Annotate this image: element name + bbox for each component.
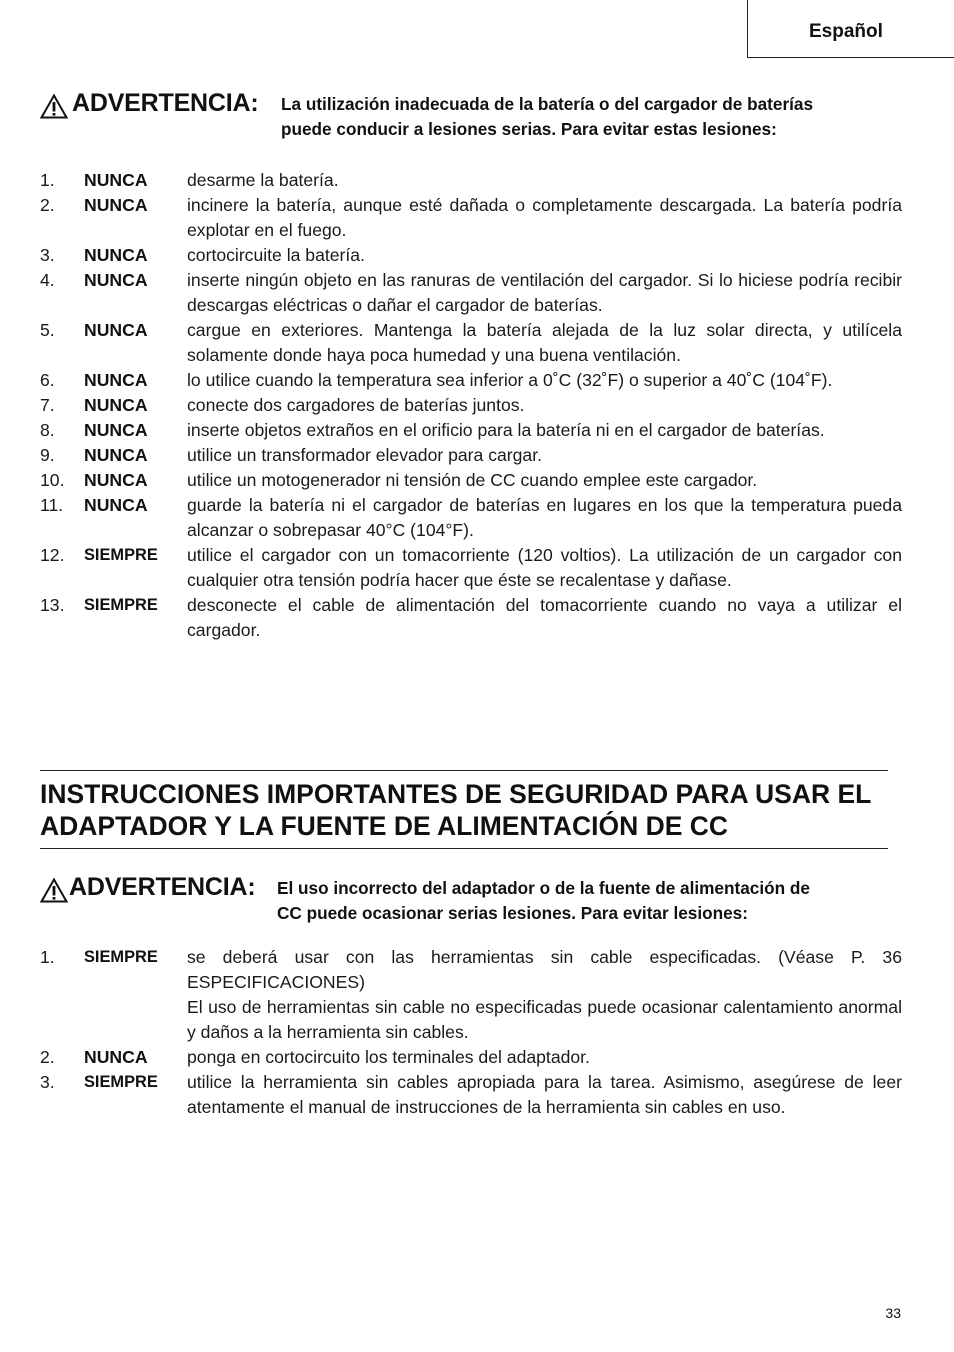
item-number: 9. [40, 445, 55, 465]
section-title-line-2: ADAPTADOR Y LA FUENTE DE ALIMENTACIÓN DE CC [40, 811, 729, 841]
item-keyword: NUNCA [84, 420, 148, 440]
page-number: 33 [885, 1305, 901, 1321]
list-item [40, 1070, 902, 1120]
item-text: utilice el cargador con un tomacorriente (120 voltios). La utilización de un cargador con cualquier otra tensión podría hacer que éste se recalentase y dañase. [187, 545, 902, 590]
item-text: lo utilice cuando la temperatura sea inferior a 0˚C (32˚F) o superior a 40˚C (104˚F). [187, 370, 833, 390]
item-number: 5. [40, 320, 55, 340]
warning-text-line-2: CC puede ocasionar serias lesiones. Para evitar lesiones: [277, 903, 748, 923]
list-item [40, 243, 902, 268]
item-text: cargue en exteriores. Mantenga la batería alejada de la luz solar directa, y utilícela solamente donde haya poca humedad y una buena ventilación. [187, 320, 902, 365]
warning-triangle-icon [40, 94, 68, 119]
battery-safety-list [40, 168, 902, 643]
list-item [40, 193, 902, 243]
adapter-safety-list [40, 945, 902, 1120]
item-number: 3. [40, 1072, 55, 1092]
section-title [40, 770, 888, 849]
language-tab [747, 0, 954, 58]
item-number: 8. [40, 420, 55, 440]
warning-text-line-1: El uso incorrecto del adaptador o de la fuente de alimentación de [277, 878, 810, 898]
item-keyword: NUNCA [84, 195, 148, 215]
item-number: 1. [40, 947, 55, 967]
item-text: utilice la herramienta sin cables apropiada para la tarea. Asimismo, asegúrese de leer atentamente el manual de instrucciones de la herramienta sin cables en uso. [187, 1072, 902, 1117]
item-keyword: NUNCA [84, 320, 148, 340]
item-keyword: NUNCA [84, 270, 148, 290]
item-keyword: NUNCA [84, 1047, 148, 1067]
item-keyword: SIEMPRE [84, 948, 158, 966]
item-number: 4. [40, 270, 55, 290]
item-number: 11. [40, 495, 64, 515]
list-item [40, 543, 902, 593]
item-text: conecte dos cargadores de baterías juntos. [187, 395, 525, 415]
language-label: Español [809, 21, 883, 42]
warning-text-line-1: La utilización inadecuada de la batería o del cargador de baterías [281, 94, 814, 114]
item-text: utilice un transformador elevador para cargar. [187, 445, 542, 465]
item-number: 10. [40, 470, 65, 490]
list-item [40, 168, 902, 193]
item-keyword: NUNCA [84, 245, 148, 265]
list-item [40, 468, 902, 493]
list-item [40, 493, 902, 543]
warning-label: ADVERTENCIA: [69, 873, 256, 901]
item-text: utilice un motogenerador ni tensión de CC cuando emplee este cargador. [187, 470, 758, 490]
item-number: 1. [40, 170, 55, 190]
item-text: desarme la batería. [187, 170, 339, 190]
item-text: incinere la batería, aunque esté dañada o completamente descargada. La batería podría explotar en el fuego. [187, 195, 902, 240]
item-number: 12. [40, 545, 65, 565]
item-text: cortocircuite la batería. [187, 245, 365, 265]
list-item [40, 443, 902, 468]
item-keyword: NUNCA [84, 495, 148, 515]
item-keyword: SIEMPRE [84, 546, 158, 564]
item-text: guarde la batería ni el cargador de baterías en lugares en los que la temperatura pueda alcanzar o sobrepasar 40°C (104°F). [187, 495, 902, 540]
list-item [40, 318, 902, 368]
item-keyword: SIEMPRE [84, 596, 158, 614]
item-number: 2. [40, 1047, 55, 1067]
item-keyword: NUNCA [84, 470, 148, 490]
item-text: se deberá usar con las herramientas sin cable especificadas. (Véase P. 36 ESPECIFICACIONES) [187, 947, 902, 992]
item-text: inserte ningún objeto en las ranuras de ventilación del cargador. Si lo hiciese podría recibir descargas eléctricas o dañar el cargador de baterías. [187, 270, 902, 315]
item-keyword: SIEMPRE [84, 1073, 158, 1091]
list-item [40, 368, 902, 393]
list-item [40, 268, 902, 318]
item-number: 13. [40, 595, 65, 615]
item-text: inserte objetos extraños en el orificio para la batería ni en el cargador de baterías. [187, 420, 825, 440]
item-text: ponga en cortocircuito los terminales del adaptador. [187, 1047, 590, 1067]
item-text-continued: El uso de herramientas sin cable no especificadas puede ocasionar calentamiento anormal y daños a la herramienta sin cables. [187, 997, 902, 1042]
warning-label: ADVERTENCIA: [72, 89, 259, 117]
list-item [40, 418, 902, 443]
list-item [40, 593, 902, 643]
item-keyword: NUNCA [84, 370, 148, 390]
item-keyword: NUNCA [84, 395, 148, 415]
list-item [40, 945, 902, 1045]
item-number: 7. [40, 395, 55, 415]
section-title-line-1: INSTRUCCIONES IMPORTANTES DE SEGURIDAD PARA USAR EL [40, 779, 872, 809]
item-number: 3. [40, 245, 55, 265]
item-keyword: NUNCA [84, 170, 148, 190]
item-keyword: NUNCA [84, 445, 148, 465]
item-number: 6. [40, 370, 55, 390]
list-item [40, 1045, 902, 1070]
item-text: desconecte el cable de alimentación del tomacorriente cuando no vaya a utilizar el cargador. [187, 595, 902, 640]
warning-text-line-2: puede conducir a lesiones serias. Para evitar estas lesiones: [281, 119, 777, 139]
warning-triangle-icon [40, 878, 68, 903]
list-item [40, 393, 902, 418]
item-number: 2. [40, 195, 55, 215]
